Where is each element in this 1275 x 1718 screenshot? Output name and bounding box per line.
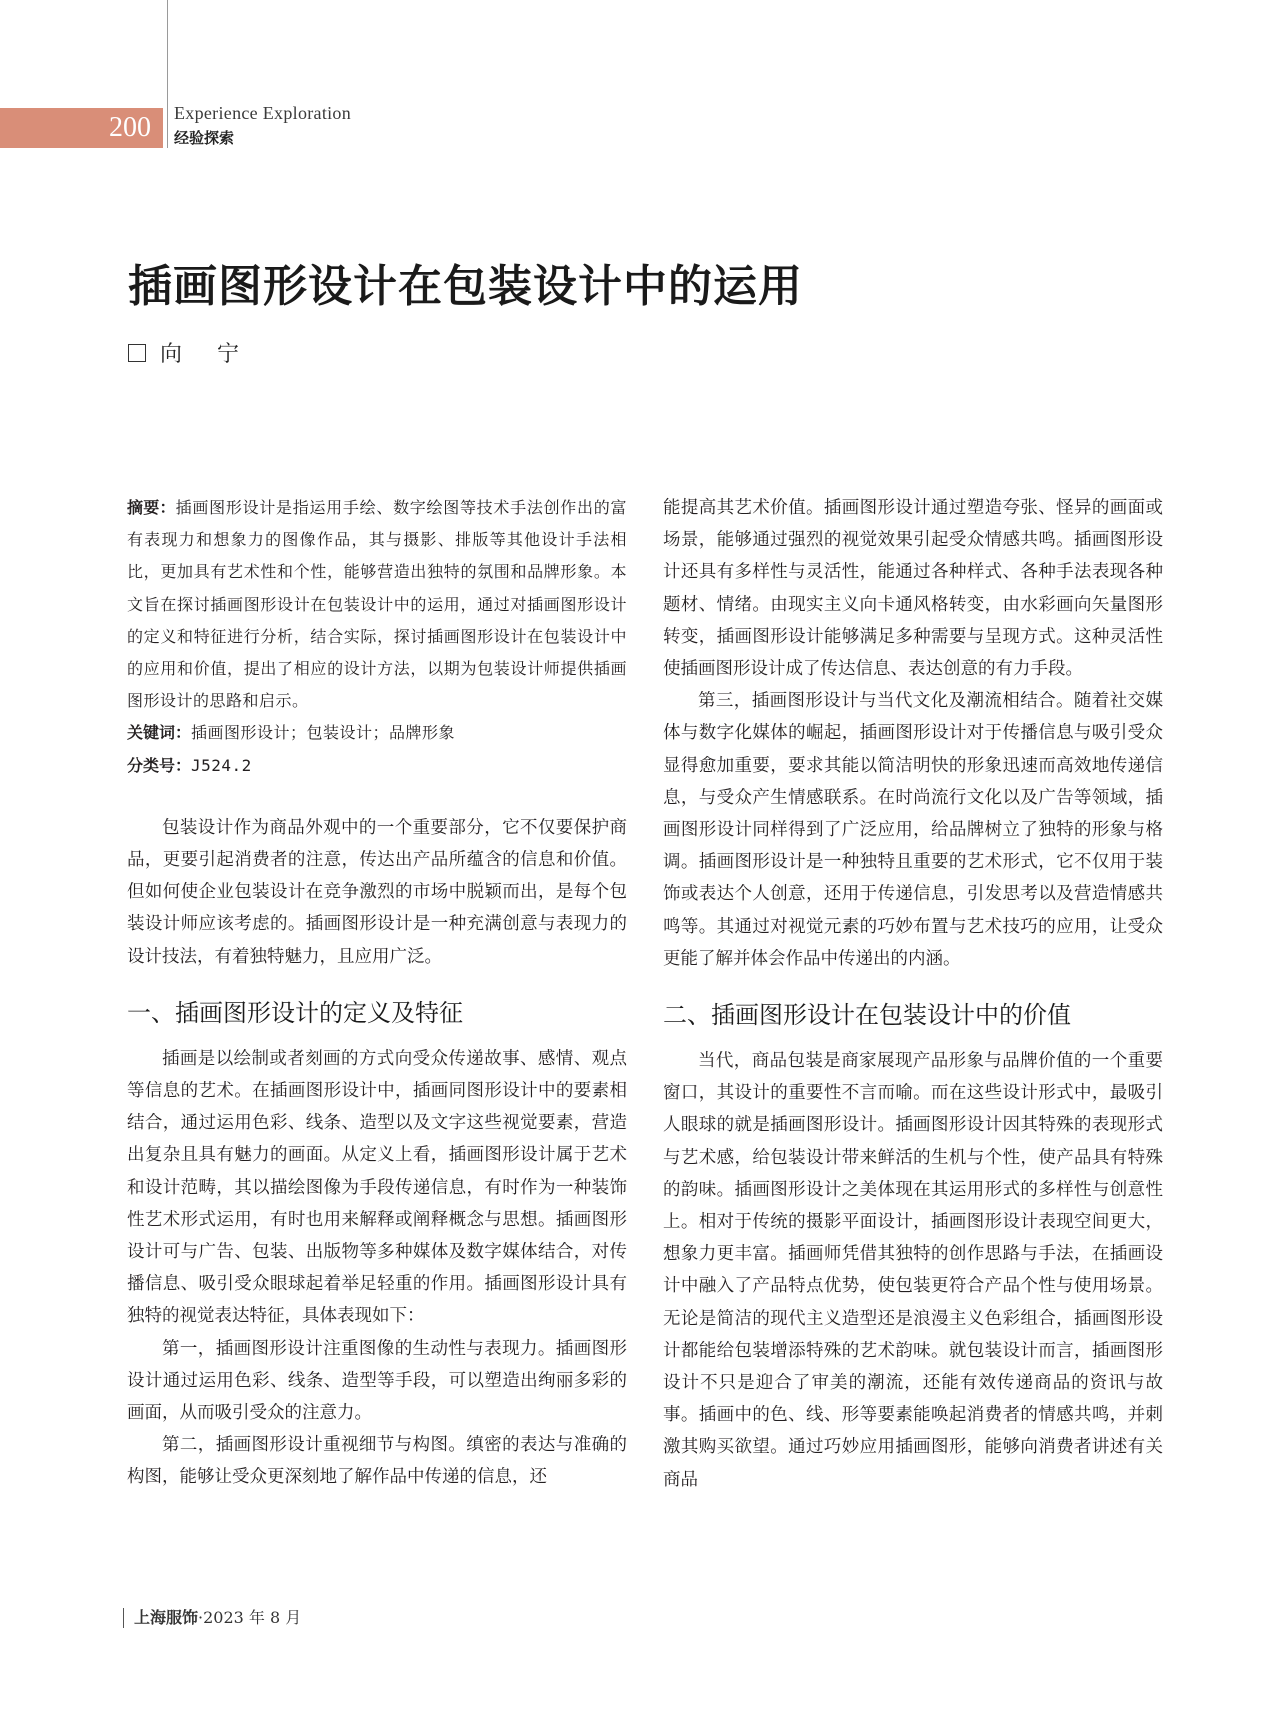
page-number: 200: [0, 108, 163, 148]
abstract-text: 插画图形设计是指运用手绘、数字绘图等技术手法创作出的富有表现力和想象力的图像作品，其与摄影、排版等其他设计手法相比，更加具有艺术性和个性，能够营造出独特的氛围和品牌形象。本文旨在探讨插画图形设计在包装设计中的运用，通过对插画图形设计的定义和特征进行分析，结合实际，探讨插画图形设计在包装设计中的应用和价值，提出了相应的设计方法，以期为包装设计师提供插画图形设计的思路和启示。: [127, 498, 627, 711]
intro-paragraph: 包装设计作为商品外观中的一个重要部分，它不仅要保护商品，更要引起消费者的注意，传达出产品所蕴含的信息和价值。但如何使企业包装设计在竞争激烈的市场中脱颖而出，是每个包装设计师应该考虑的。插画图形设计是一种充满创意与表现力的设计技法，有着独特魅力，且应用广泛。: [127, 817, 627, 967]
paragraph: 第二，插画图形设计重视细节与构图。缜密的表达与准确的构图，能够让受众更深刻地了解作品中传递的信息，还: [127, 1435, 627, 1488]
author-box-icon: [128, 344, 146, 362]
footer-separator: ·: [198, 1608, 204, 1627]
page-footer: [123, 1608, 301, 1628]
keywords-text: 插画图形设计；包装设计；品牌形象: [191, 723, 456, 743]
header-rule: [167, 0, 168, 148]
magazine-name: 上海服饰: [134, 1608, 199, 1627]
paragraph: 当代，商品包装是商家展现产品形象与品牌价值的一个重要窗口，其设计的重要性不言而喻。而在这些设计形式中，最吸引人眼球的就是插画图形设计。插画图形设计因其特殊的表现形式与艺术感，给包装设计带来鲜活的生机与个性，使产品具有特殊的韵味。插画图形设计之美体现在其运用形式的多样性与创意性上。相对于传统的摄影平面设计，插画图形设计表现空间更大，想象力更丰富。插画师凭借其独特的创作思路与手法，在插画设计中融入了产品特点优势，使包装更符合产品个性与使用场景。无论是简洁的现代主义造型还是浪漫主义色彩组合，插画图形设计都能给包装增添特殊的艺术韵味。就包装设计而言，插画图形设计不只是迎合了审美的潮流，还能有效传递商品的资讯与故事。插画中的色、线、形等要素能唤起消费者的情感共鸣，并刺激其购买欲望。通过巧妙应用插画图形，能够向消费者讲述有关商品: [663, 1051, 1163, 1490]
abstract-block: [127, 492, 627, 782]
right-column: [663, 492, 1163, 1496]
paragraph: 第三，插画图形设计与当代文化及潮流相结合。随着社交媒体与数字化媒体的崛起，插画图形设计对于传播信息与吸引受众显得愈加重要，要求其能以简洁明快的形象迅速而高效地传递信息，与受众产生情感联系。在时尚流行文化以及广告等领域，插画图形设计同样得到了广泛应用，给品牌树立了独特的形象与格调。插画图形设计是一种独特且重要的艺术形式，它不仅用于装饰或表达个人创意，还用于传递信息，引发思考以及营造情感共鸣等。其通过对视觉元素的巧妙布置与艺术技巧的应用，让受众更能了解并体会作品中传递出的内涵。: [663, 691, 1163, 969]
abstract: [127, 492, 627, 717]
author-name: 向 宁: [160, 342, 253, 367]
abstract-label: 摘要：: [127, 498, 176, 517]
section-name-zh: 经验探索: [174, 129, 235, 147]
class-label: 分类号：: [127, 755, 192, 775]
class-number: J524.2: [191, 755, 252, 775]
keywords: [127, 717, 627, 749]
keywords-label: 关键词：: [127, 723, 192, 743]
paragraph: 第一，插画图形设计注重图像的生动性与表现力。插画图形设计通过运用色彩、线条、造型等手段，可以塑造出绚丽多彩的画面，从而吸引受众的注意力。: [127, 1338, 627, 1424]
section-name-en: Experience Exploration: [174, 103, 352, 123]
section-2-heading: 二、插画图形设计在包装设计中的价值: [663, 1001, 1071, 1030]
classification: [127, 750, 627, 782]
issue-date: 2023 年 8 月: [203, 1608, 302, 1627]
section-1-heading: 一、插画图形设计的定义及特征: [127, 998, 463, 1027]
paragraph: 插画是以绘制或者刻画的方式向受众传递故事、感情、观点等信息的艺术。在插画图形设计中，插画同图形设计中的要素相结合，通过运用色彩、线条、造型以及文字这些视觉要素，营造出复杂且具有魅力的画面。从定义上看，插画图形设计属于艺术和设计范畴，其以描绘图像为手段传递信息，有时作为一种装饰性艺术形式运用，有时也用来解释或阐释概念与思想。插画图形设计可与广告、包装、出版物等多种媒体及数字媒体结合，对传播信息、吸引受众眼球起着举足轻重的作用。插画图形设计具有独特的视觉表达特征，具体表现如下：: [127, 1048, 627, 1327]
article-title: 插画图形设计在包装设计中的运用: [128, 261, 803, 312]
author-line: [128, 337, 253, 368]
left-column: [127, 492, 627, 1494]
paragraph-continued: 能提高其艺术价值。插画图形设计通过塑造夸张、怪异的画面或场景，能够通过强烈的视觉效果引起受众情感共鸣。插画图形设计还具有多样性与灵活性，能通过各种样式、各种手法表现各种题材、情绪。由现实主义向卡通风格转变，由水彩画向矢量图形转变，插画图形设计能够满足多种需要与呈现方式。这种灵活性使插画图形设计成了传达信息、表达创意的有力手段。: [663, 498, 1163, 680]
